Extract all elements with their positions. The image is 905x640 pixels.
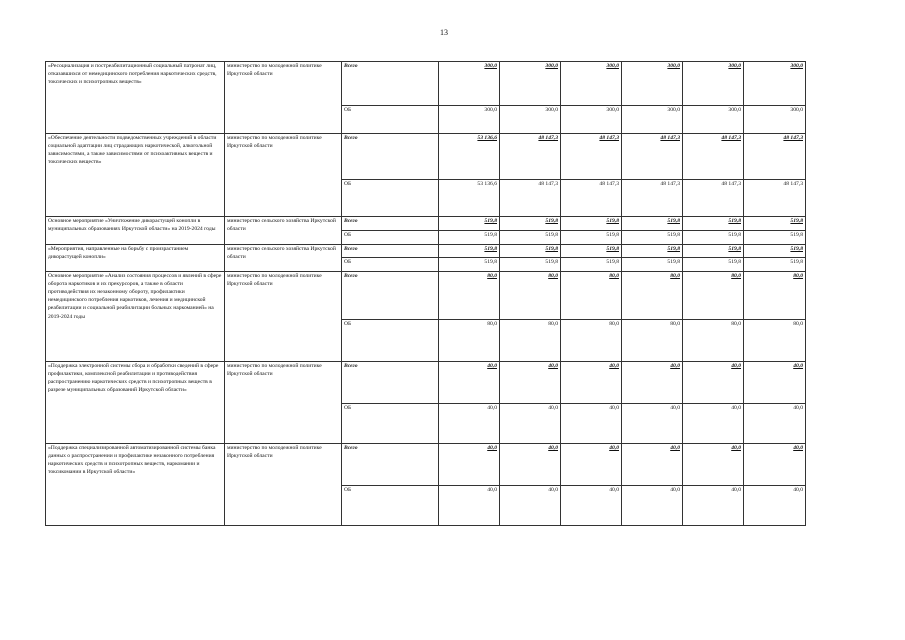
funding-source-total: Всего <box>342 134 439 180</box>
table-row-total <box>46 62 806 106</box>
executor-name: министерство по молодежной политике Иркутской области <box>225 362 342 444</box>
total-value: 40,0 <box>439 444 500 486</box>
total-value: 519,8 <box>561 217 622 231</box>
ob-value: 519,8 <box>500 231 561 245</box>
total-value: 519,8 <box>500 245 561 258</box>
table-row-total <box>46 362 806 404</box>
ob-value: 519,8 <box>683 258 744 272</box>
total-value: 80,0 <box>500 272 561 320</box>
total-value: 300,0 <box>500 62 561 106</box>
total-value: 48 147,3 <box>500 134 561 180</box>
ob-value: 519,8 <box>622 258 683 272</box>
funding-source-total: Всего <box>342 272 439 320</box>
total-value: 80,0 <box>744 272 806 320</box>
activity-name: «Ресоциализация и постреабилитационный социальный патронат лиц, отказавшихся от немедицинского потребления наркотических средств, токсических и психотропных веществ» <box>46 62 225 134</box>
activity-name: Основное мероприятие «Уничтожение дикорастущей конопли в муниципальных образованиях Иркутской области» на 2019-2024 годы <box>46 217 225 245</box>
table-row-total <box>46 444 806 486</box>
activity-name: «Поддержка специализированной автоматизированной системы банка данных о распространении и профилактике незаконного потребления наркотических средств и психотропных веществ, наркомании и токсикомании в Иркутской области» <box>46 444 225 526</box>
executor-name: министерство сельского хозяйства Иркутской области <box>225 217 342 245</box>
ob-value: 300,0 <box>683 106 744 134</box>
total-value: 519,8 <box>439 245 500 258</box>
total-value: 300,0 <box>744 62 806 106</box>
ob-value: 300,0 <box>439 106 500 134</box>
total-value: 519,8 <box>744 245 806 258</box>
page-number: 13 <box>440 28 448 37</box>
ob-value: 80,0 <box>500 320 561 362</box>
total-value: 519,8 <box>683 245 744 258</box>
total-value: 519,8 <box>622 217 683 231</box>
total-value: 48 147,3 <box>561 134 622 180</box>
ob-value: 48 147,3 <box>622 180 683 217</box>
ob-value: 48 147,3 <box>744 180 806 217</box>
activity-name: «Обеспечение деятельности подведомственных учреждений в области социальной адаптации лиц страдающих наркотической, алкогольной зависимостями, а также зависимостями от психоактивных веществ и токсических веществ» <box>46 134 225 217</box>
total-value: 519,8 <box>622 245 683 258</box>
funding-source-total: Всего <box>342 62 439 106</box>
ob-value: 519,8 <box>500 258 561 272</box>
ob-value: 40,0 <box>500 486 561 526</box>
ob-value: 40,0 <box>683 486 744 526</box>
table-row-total <box>46 134 806 180</box>
total-value: 300,0 <box>439 62 500 106</box>
budget-table <box>45 61 806 526</box>
total-value: 40,0 <box>683 362 744 404</box>
total-value: 40,0 <box>744 444 806 486</box>
ob-value: 80,0 <box>561 320 622 362</box>
funding-source-ob: ОБ <box>342 180 439 217</box>
table-row-total <box>46 217 806 231</box>
total-value: 40,0 <box>683 444 744 486</box>
funding-source-total: Всего <box>342 444 439 486</box>
total-value: 80,0 <box>561 272 622 320</box>
ob-value: 53 136,6 <box>439 180 500 217</box>
funding-source-ob: ОБ <box>342 231 439 245</box>
ob-value: 519,8 <box>561 231 622 245</box>
total-value: 40,0 <box>500 362 561 404</box>
ob-value: 40,0 <box>500 404 561 444</box>
total-value: 519,8 <box>500 217 561 231</box>
ob-value: 80,0 <box>744 320 806 362</box>
ob-value: 48 147,3 <box>683 180 744 217</box>
total-value: 48 147,3 <box>622 134 683 180</box>
total-value: 40,0 <box>622 362 683 404</box>
activity-name: Основное мероприятие «Анализ состояния процессов и явлений в сфере оборота наркотиков и их прекурсоров, а также в области противодействия их незаконному обороту, профилактики немедицинского потребления наркотиков, лечения и медицинской реабилитации и социальной реабилитации больных наркоманией» на 2019-2024 годы <box>46 272 225 362</box>
total-value: 48 147,3 <box>683 134 744 180</box>
total-value: 300,0 <box>622 62 683 106</box>
ob-value: 48 147,3 <box>500 180 561 217</box>
executor-name: министерство по молодежной политике Иркутской области <box>225 272 342 362</box>
ob-value: 40,0 <box>744 404 806 444</box>
ob-value: 519,8 <box>439 258 500 272</box>
total-value: 519,8 <box>744 217 806 231</box>
total-value: 80,0 <box>683 272 744 320</box>
total-value: 48 147,3 <box>744 134 806 180</box>
activity-name: «Мероприятия, направленные на борьбу с произрастанием дикорастущей конопли» <box>46 245 225 272</box>
funding-source-ob: ОБ <box>342 320 439 362</box>
ob-value: 519,8 <box>683 231 744 245</box>
ob-value: 519,8 <box>744 258 806 272</box>
ob-value: 40,0 <box>561 486 622 526</box>
table-row-total <box>46 272 806 320</box>
executor-name: министерство сельского хозяйства Иркутской области <box>225 245 342 272</box>
ob-value: 300,0 <box>622 106 683 134</box>
ob-value: 40,0 <box>439 404 500 444</box>
total-value: 40,0 <box>500 444 561 486</box>
total-value: 519,8 <box>439 217 500 231</box>
total-value: 519,8 <box>561 245 622 258</box>
ob-value: 80,0 <box>622 320 683 362</box>
ob-value: 40,0 <box>622 486 683 526</box>
ob-value: 519,8 <box>744 231 806 245</box>
ob-value: 300,0 <box>561 106 622 134</box>
funding-source-total: Всего <box>342 245 439 258</box>
total-value: 40,0 <box>439 362 500 404</box>
total-value: 40,0 <box>561 362 622 404</box>
ob-value: 48 147,3 <box>561 180 622 217</box>
total-value: 40,0 <box>561 444 622 486</box>
ob-value: 40,0 <box>622 404 683 444</box>
ob-value: 80,0 <box>439 320 500 362</box>
ob-value: 80,0 <box>683 320 744 362</box>
ob-value: 300,0 <box>744 106 806 134</box>
ob-value: 40,0 <box>744 486 806 526</box>
funding-source-total: Всего <box>342 217 439 231</box>
total-value: 300,0 <box>683 62 744 106</box>
total-value: 40,0 <box>744 362 806 404</box>
funding-source-ob: ОБ <box>342 404 439 444</box>
total-value: 40,0 <box>622 444 683 486</box>
activity-name: «Поддержка электронной системы сбора и обработки сведений в сфере профилактики, комплексной реабилитации и противодействия распространению наркотических средств и психотропных веществ в разрезе муниципальных образований Иркутской области» <box>46 362 225 444</box>
total-value: 300,0 <box>561 62 622 106</box>
total-value: 519,8 <box>683 217 744 231</box>
funding-source-ob: ОБ <box>342 486 439 526</box>
ob-value: 519,8 <box>439 231 500 245</box>
total-value: 80,0 <box>439 272 500 320</box>
ob-value: 40,0 <box>561 404 622 444</box>
table-row-total <box>46 245 806 258</box>
total-value: 80,0 <box>622 272 683 320</box>
funding-source-total: Всего <box>342 362 439 404</box>
ob-value: 300,0 <box>500 106 561 134</box>
funding-source-ob: ОБ <box>342 258 439 272</box>
executor-name: министерство по молодежной политике Иркутской области <box>225 134 342 217</box>
ob-value: 40,0 <box>683 404 744 444</box>
executor-name: министерство по молодежной политике Иркутской области <box>225 444 342 526</box>
ob-value: 519,8 <box>622 231 683 245</box>
funding-source-ob: ОБ <box>342 106 439 134</box>
ob-value: 40,0 <box>439 486 500 526</box>
ob-value: 519,8 <box>561 258 622 272</box>
table-body <box>46 62 806 526</box>
total-value: 53 136,6 <box>439 134 500 180</box>
executor-name: министерство по молодежной политике Иркутской области <box>225 62 342 134</box>
